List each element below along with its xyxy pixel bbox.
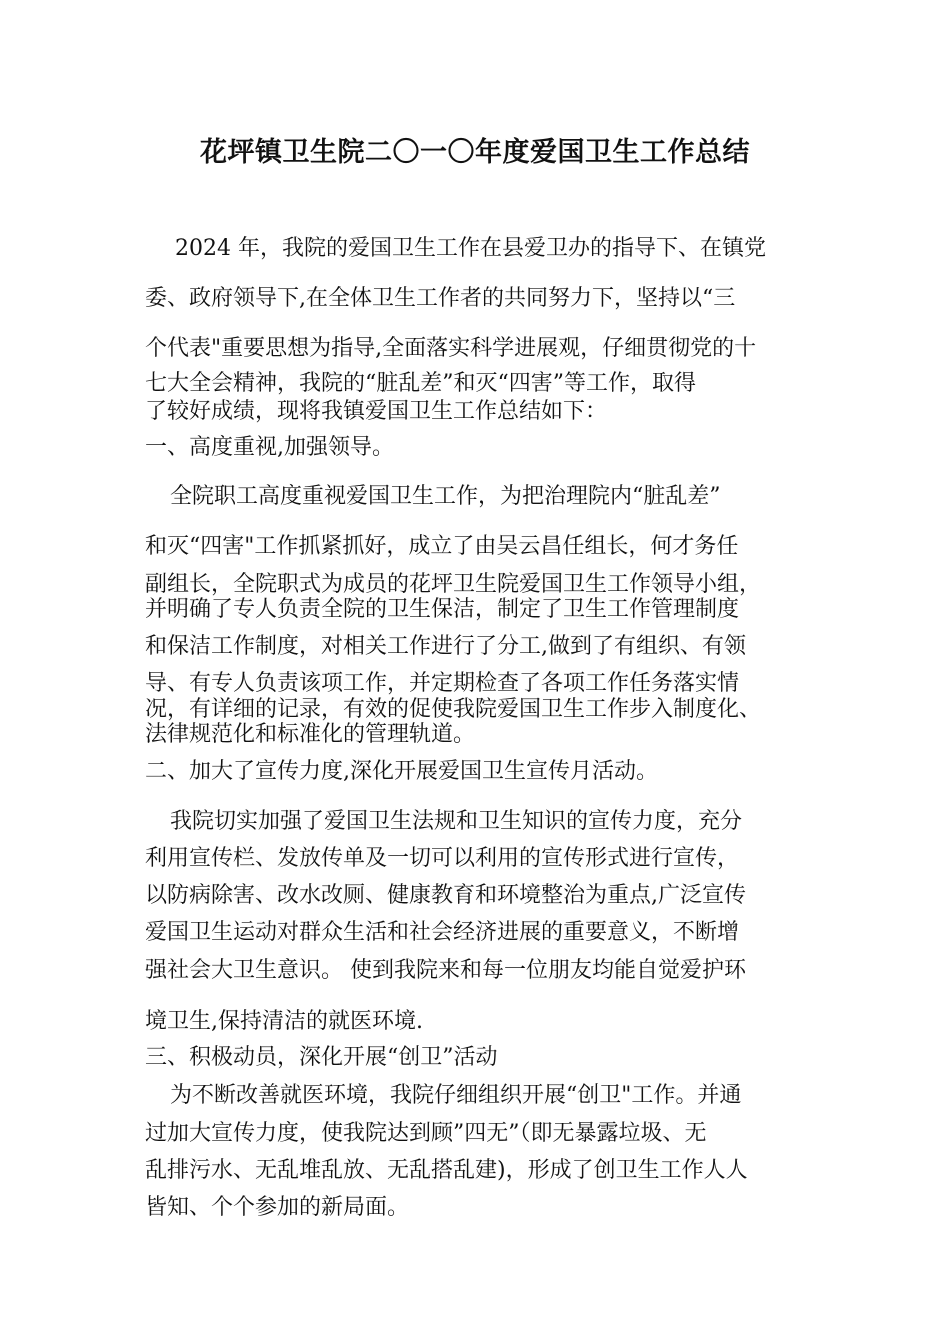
body-line: 和灭“四害"工作抓紧抓好，成立了由吴云昌任组长，何才务任	[145, 534, 739, 559]
body-line: 导、有专人负责该项工作，并定期检查了各项工作任务落实情	[145, 671, 740, 696]
body-line: 强社会大卫生意识。 使到我院来和每一位朋友均能自觉爱护环	[145, 958, 746, 983]
body-line: 爱国卫生运动对群众生活和社会经济进展的重要意义，不断增	[145, 920, 740, 945]
body-line: 皆知、个个参加的新局面。	[145, 1195, 410, 1220]
body-line: 况，有详细的记录，有效的促使我院爱国卫生工作步入制度化、	[145, 697, 762, 722]
body-line: 七大全会精神，我院的“脏乱差”和灭“四害”等工作，取得	[145, 371, 696, 396]
body-line: 了较好成绩，现将我镇爱国卫生工作总结如下：	[145, 399, 608, 424]
body-line: 和保洁工作制度，对相关工作进行了分工,做到了有组织、有领	[145, 634, 746, 659]
body-line: 利用宣传栏、发放传单及一切可以利用的宣传形式进行宣传，	[145, 846, 740, 871]
body-line: 乱排污水、无乱堆乱放、无乱搭乱建)，形成了创卫生工作人人	[145, 1158, 748, 1183]
section-heading-2: 二、加大了宣传力度,深化开展爱国卫生宣传月活动。	[145, 759, 658, 784]
body-line: 副组长，全院职式为成员的花坪卫生院爱国卫生工作领导小组，	[145, 572, 762, 597]
section-heading-3: 三、积极动员，深化开展“创卫”活动	[145, 1045, 498, 1070]
body-line: 为不断改善就医环境，我院仔细组织开展“创卫"工作。并通	[170, 1083, 742, 1108]
document-title: 花坪镇卫生院二〇一〇年度爱国卫生工作总结	[200, 137, 750, 168]
body-line: 过加大宣传力度，使我院达到顾”四无”（即无暴露垃圾、无	[145, 1121, 707, 1146]
body-line: 以防病除害、改水改厕、健康教育和环境整治为重点,广泛宣传	[145, 883, 746, 908]
section-heading-1: 一、高度重视,加强领导。	[145, 435, 394, 460]
body-line: 我院切实加强了爱国卫生法规和卫生知识的宣传力度，充分	[170, 809, 743, 834]
body-line: 全院职工高度重视爱国卫生工作，为把治理院内“脏乱差”	[170, 484, 721, 509]
body-line: 委、政府领导下,在全体卫生工作者的共同努力下，坚持以“三	[145, 286, 736, 311]
body-line: 法律规范化和标准化的管理轨道。	[145, 722, 476, 747]
body-line: 境卫生,保持清洁的就医环境.	[145, 1009, 423, 1034]
body-line: 2024 年，我院的爱国卫生工作在县爱卫办的指导下、在镇党	[175, 236, 766, 261]
body-line: 个代表"重要思想为指导,全面落实科学进展观，仔细贯彻党的十	[145, 336, 757, 361]
body-line: 并明确了专人负责全院的卫生保洁，制定了卫生工作管理制度	[145, 597, 740, 622]
